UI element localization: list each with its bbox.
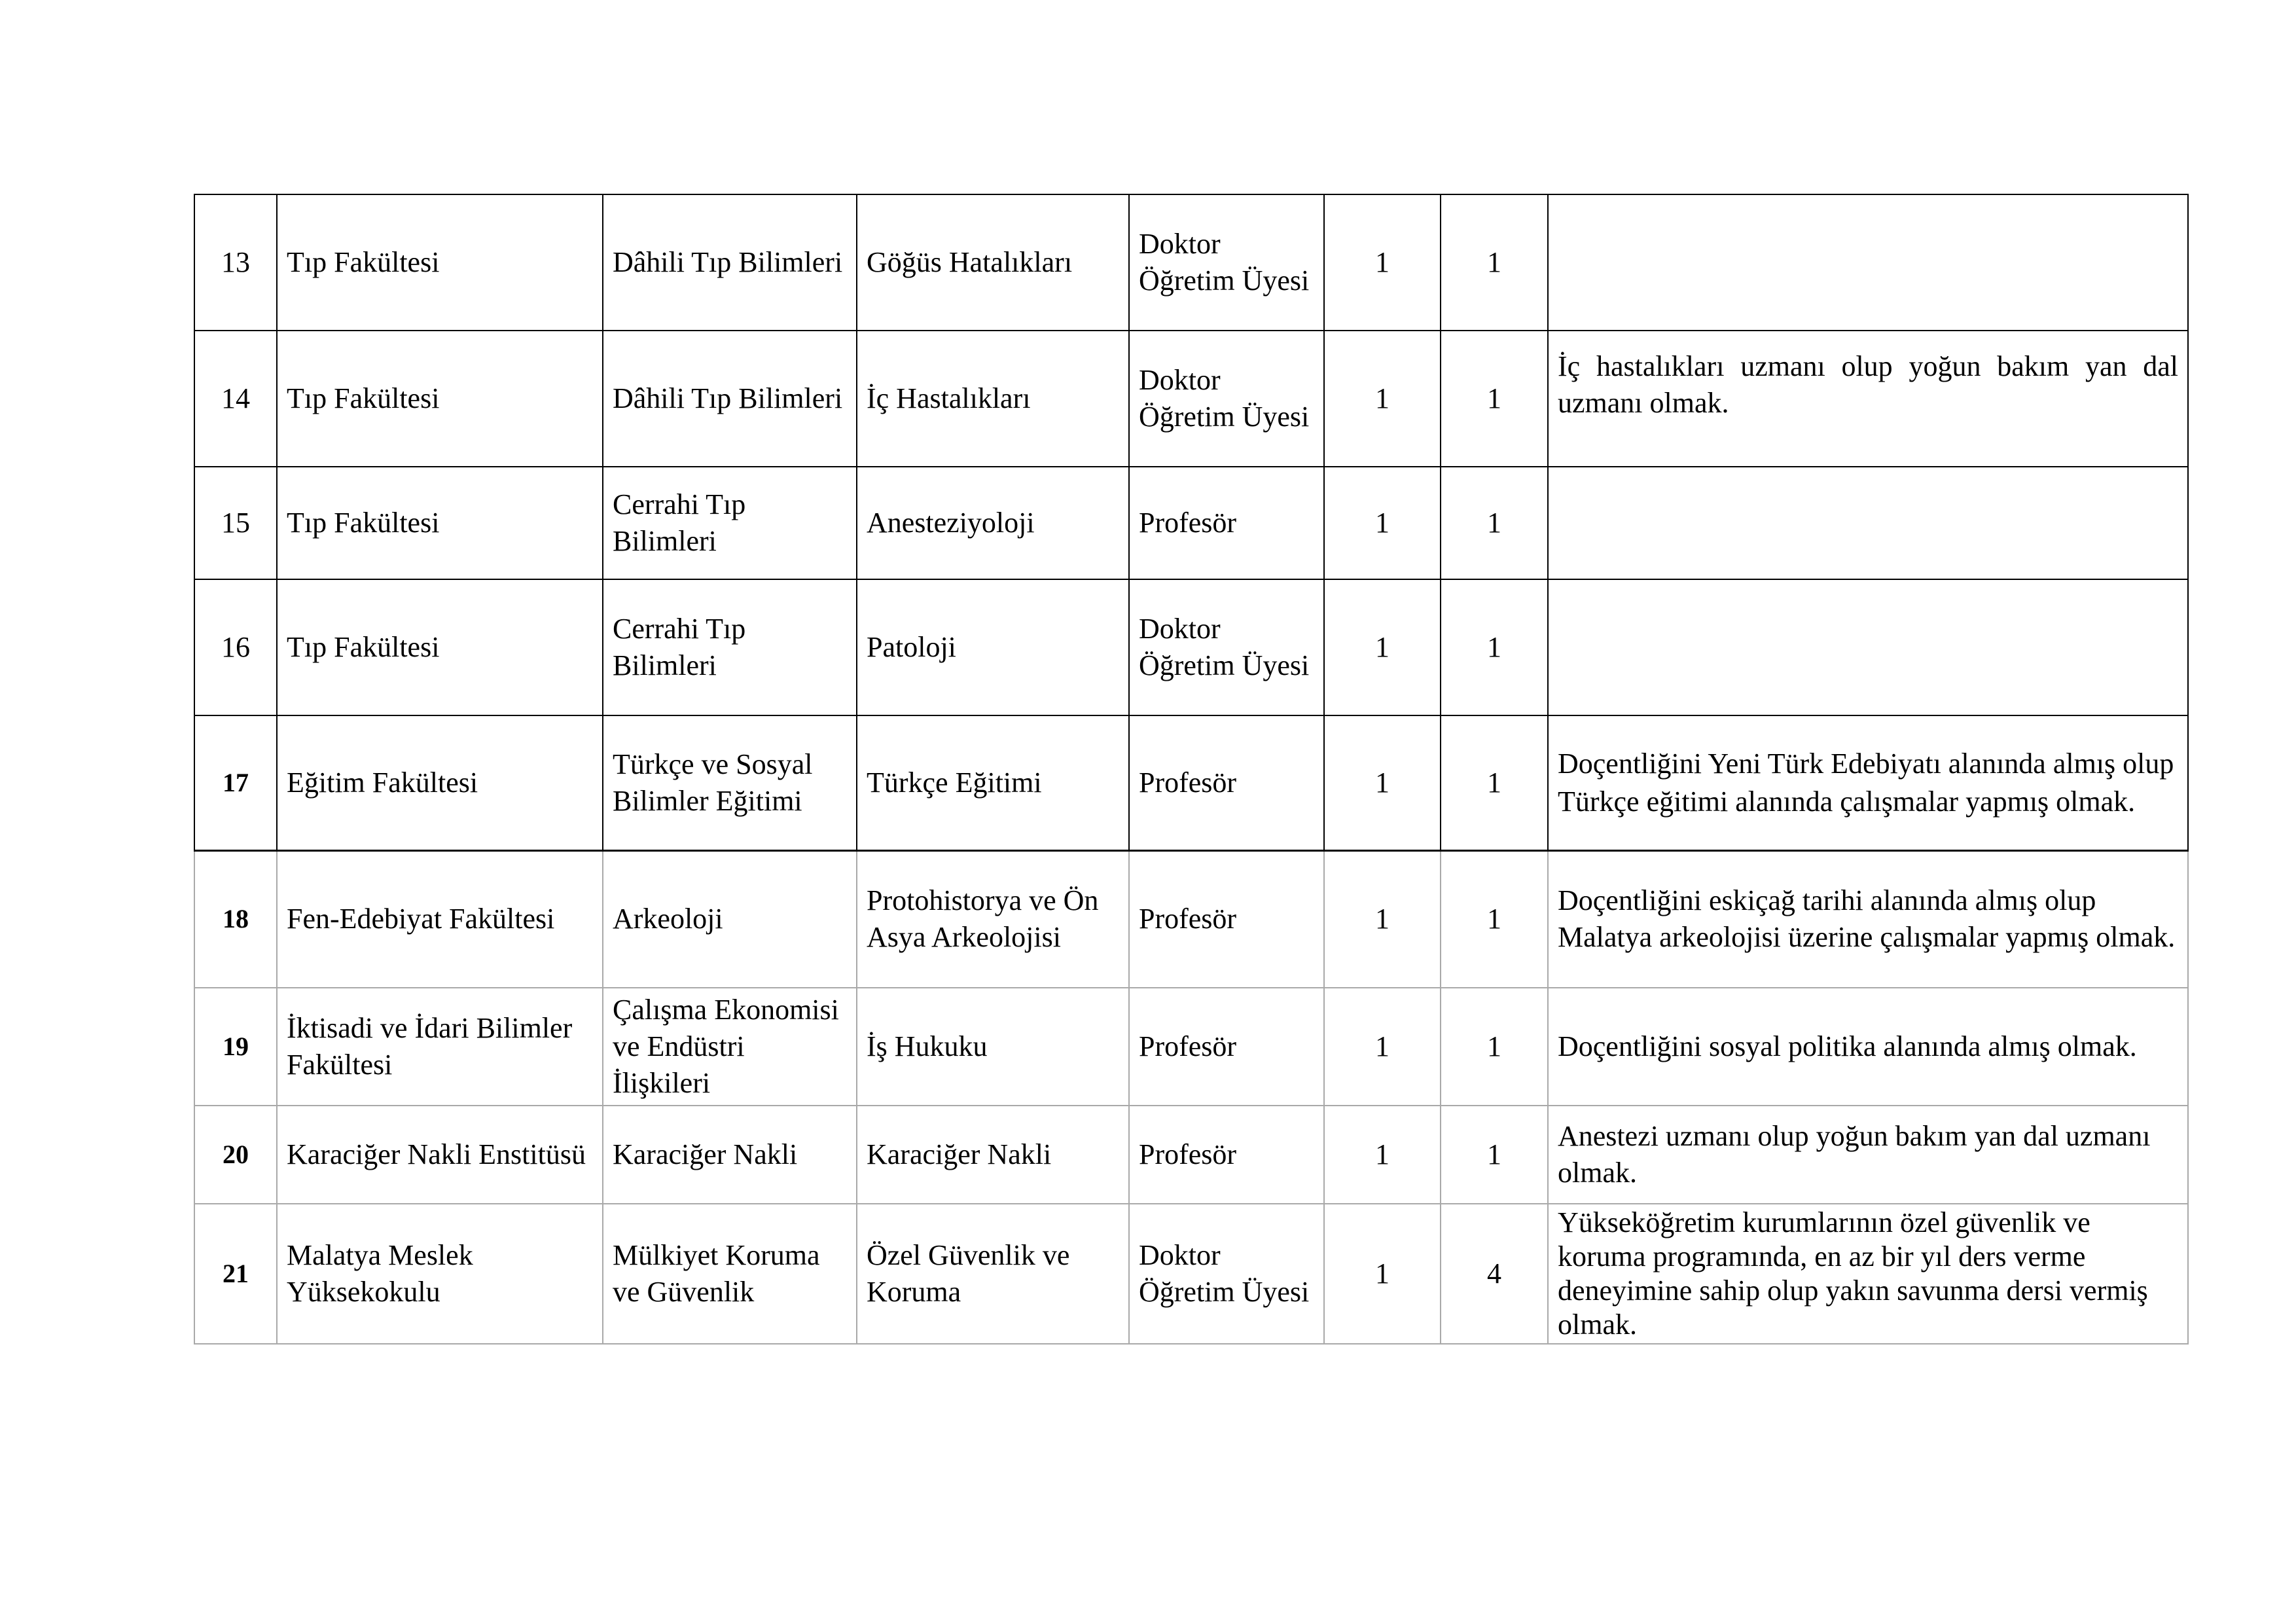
count-cell: 4 [1441,1204,1548,1344]
title-cell: Doktor Öğretim Üyesi [1129,331,1324,467]
count-cell: 1 [1441,715,1548,850]
program-cell: Göğüs Hatalıkları [857,194,1129,331]
row-number: 19 [194,988,277,1106]
degree-cell: 1 [1324,579,1441,715]
note-cell: Doçentliğini eskiçağ tarihi alanında almış olup Malatya arkeolojisi üzerine çalışmalar yapmış olmak. [1548,850,2188,988]
degree-cell: 1 [1324,988,1441,1106]
title-cell: Doktor Öğretim Üyesi [1129,1204,1324,1344]
unit-cell: Tıp Fakültesi [277,331,603,467]
program-cell: Protohistorya ve Ön Asya Arkeolojisi [857,850,1129,988]
degree-cell: 1 [1324,1204,1441,1344]
note-cell: Doçentliğini sosyal politika alanında almış olmak. [1548,988,2188,1106]
note-cell: İç hastalıkları uzmanı olup yoğun bakım yan dal uzmanı olmak. [1548,331,2188,467]
count-cell: 1 [1441,1106,1548,1204]
title-cell: Profesör [1129,1106,1324,1204]
note-cell [1548,194,2188,331]
count-cell: 1 [1441,850,1548,988]
degree-cell: 1 [1324,850,1441,988]
title-cell: Doktor Öğretim Üyesi [1129,579,1324,715]
note-cell: Yükseköğretim kurumlarının özel güvenlik ve koruma programında, en az bir yıl ders verme deneyimine sahip olup yakın savunma dersi vermiş olmak. [1548,1204,2188,1344]
count-cell: 1 [1441,194,1548,331]
unit-cell: Tıp Fakültesi [277,467,603,579]
table-row [194,1204,2188,1344]
department-cell: Dâhili Tıp Bilimleri [603,331,857,467]
note-cell: Anestezi uzmanı olup yoğun bakım yan dal uzmanı olmak. [1548,1106,2188,1204]
degree-cell: 1 [1324,715,1441,850]
department-cell: Türkçe ve Sosyal Bilimler Eğitimi [603,715,857,850]
program-cell: Patoloji [857,579,1129,715]
program-cell: Karaciğer Nakli [857,1106,1129,1204]
department-cell: Karaciğer Nakli [603,1106,857,1204]
row-number: 20 [194,1106,277,1204]
department-cell: Cerrahi Tıp Bilimleri [603,467,857,579]
department-cell: Çalışma Ekonomisi ve Endüstri İlişkileri [603,988,857,1106]
title-cell: Profesör [1129,715,1324,850]
table-body-upper [194,194,2188,850]
program-cell: Anesteziyoloji [857,467,1129,579]
table-row [194,331,2188,467]
row-number: 13 [194,194,277,331]
program-cell: İç Hastalıkları [857,331,1129,467]
department-cell: Mülkiyet Koruma ve Güvenlik [603,1204,857,1344]
table-row [194,850,2188,988]
degree-cell: 1 [1324,194,1441,331]
department-cell: Cerrahi Tıp Bilimleri [603,579,857,715]
count-cell: 1 [1441,988,1548,1106]
title-cell: Profesör [1129,988,1324,1106]
table-body-lower [194,850,2188,1344]
unit-cell: Eğitim Fakültesi [277,715,603,850]
department-cell: Dâhili Tıp Bilimleri [603,194,857,331]
note-cell [1548,467,2188,579]
row-number: 17 [194,715,277,850]
row-number: 16 [194,579,277,715]
unit-cell: İktisadi ve İdari Bilimler Fakültesi [277,988,603,1106]
count-cell: 1 [1441,467,1548,579]
degree-cell: 1 [1324,331,1441,467]
table-row [194,1106,2188,1204]
table-row [194,467,2188,579]
unit-cell: Tıp Fakültesi [277,194,603,331]
unit-cell: Fen-Edebiyat Fakültesi [277,850,603,988]
degree-cell: 1 [1324,467,1441,579]
degree-cell: 1 [1324,1106,1441,1204]
count-cell: 1 [1441,331,1548,467]
unit-cell: Malatya Meslek Yüksekokulu [277,1204,603,1344]
program-cell: Özel Güvenlik ve Koruma [857,1204,1129,1344]
row-number: 15 [194,467,277,579]
note-cell [1548,579,2188,715]
title-cell: Profesör [1129,467,1324,579]
table-row [194,715,2188,850]
title-cell: Doktor Öğretim Üyesi [1129,194,1324,331]
note-cell: Doçentliğini Yeni Türk Edebiyatı alanında almış olup Türkçe eğitimi alanında çalışmalar yapmış olmak. [1548,715,2188,850]
row-number: 14 [194,331,277,467]
table-row [194,194,2188,331]
table-row [194,988,2188,1106]
department-cell: Arkeoloji [603,850,857,988]
count-cell: 1 [1441,579,1548,715]
row-number: 21 [194,1204,277,1344]
table-row [194,579,2188,715]
unit-cell: Tıp Fakültesi [277,579,603,715]
title-cell: Profesör [1129,850,1324,988]
row-number: 18 [194,850,277,988]
program-cell: İş Hukuku [857,988,1129,1106]
program-cell: Türkçe Eğitimi [857,715,1129,850]
unit-cell: Karaciğer Nakli Enstitüsü [277,1106,603,1204]
staff-positions-table [194,194,2189,1344]
